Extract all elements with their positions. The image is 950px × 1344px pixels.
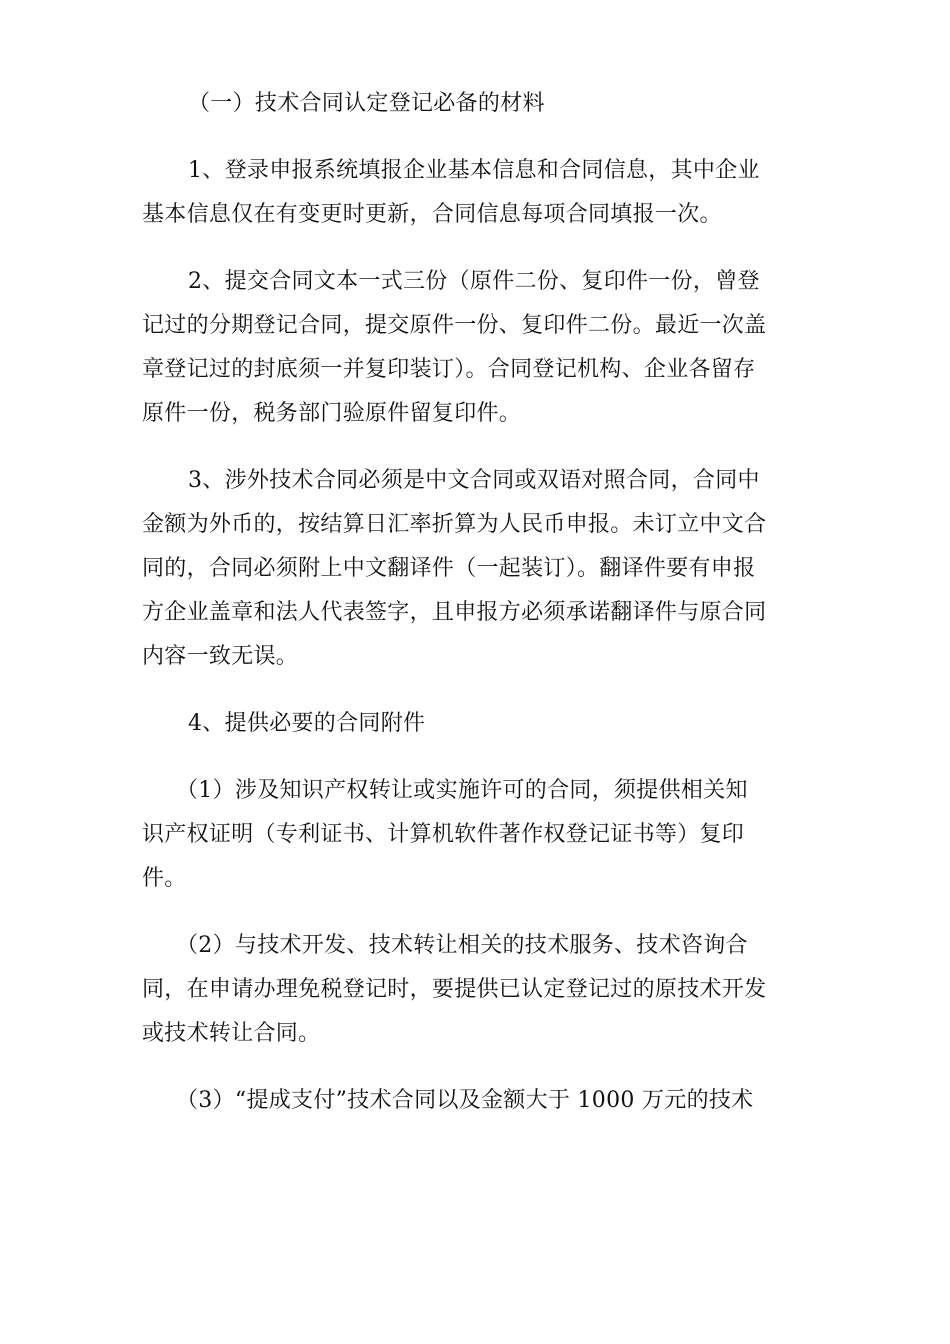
paragraph-subitem-2: [142, 924, 822, 1056]
paragraph-item-4: [142, 702, 822, 746]
paragraph-line: 1、登录申报系统填报企业基本信息和合同信息，其中企业: [188, 158, 760, 183]
paragraph-line: 同，在申请办理免税登记时，要提供已认定登记过的原技术开发: [142, 977, 767, 1002]
section-heading: [142, 82, 822, 126]
document-page: [142, 82, 822, 1146]
paragraph-line: 章登记过的封底须一并复印装订）。合同登记机构、企业各留存: [142, 357, 756, 382]
paragraph-line: 基本信息仅在有变更时更新，合同信息每项合同填报一次。: [142, 202, 722, 227]
paragraph-line: 4、提供必要的合同附件: [188, 711, 426, 736]
paragraph-subitem-1: [142, 769, 822, 901]
paragraph-line: 2、提交合同文本一式三份（原件二份、复印件一份，曾登: [188, 269, 760, 294]
paragraph-subitem-3: [142, 1079, 822, 1123]
paragraph-line: 原件一份，税务部门验原件留复印件。: [142, 401, 522, 426]
paragraph-line: 金额为外币的，按结算日汇率折算为人民币申报。未订立中文合: [142, 512, 767, 537]
paragraph-line: 同的，合同必须附上中文翻译件（一起装订）。翻译件要有申报: [142, 556, 756, 581]
paragraph-line: 方企业盖章和法人代表签字，且申报方必须承诺翻译件与原合同: [142, 600, 767, 625]
paragraph-line: 件。: [142, 866, 187, 891]
heading-line: （一）技术合同认定登记必备的材料: [188, 91, 545, 116]
paragraph-line: （1）涉及知识产权转让或实施许可的合同，须提供相关知: [176, 778, 748, 803]
paragraph-item-2: [142, 260, 822, 436]
paragraph-line: （2）与技术开发、技术转让相关的技术服务、技术咨询合: [176, 933, 748, 958]
paragraph-item-3: [142, 459, 822, 679]
paragraph-item-1: [142, 149, 822, 237]
paragraph-line: 3、涉外技术合同必须是中文合同或双语对照合同，合同中: [188, 468, 760, 493]
paragraph-line: 记过的分期登记合同，提交原件一份、复印件二份。最近一次盖: [142, 313, 767, 338]
paragraph-line: 内容一致无误。: [142, 644, 299, 669]
paragraph-line: 或技术转让合同。: [142, 1021, 321, 1046]
paragraph-line: 识产权证明（专利证书、计算机软件著作权登记证书等）复印: [142, 822, 745, 847]
paragraph-line: （3）“提成支付”技术合同以及金额大于 1000 万元的技术: [176, 1088, 754, 1113]
